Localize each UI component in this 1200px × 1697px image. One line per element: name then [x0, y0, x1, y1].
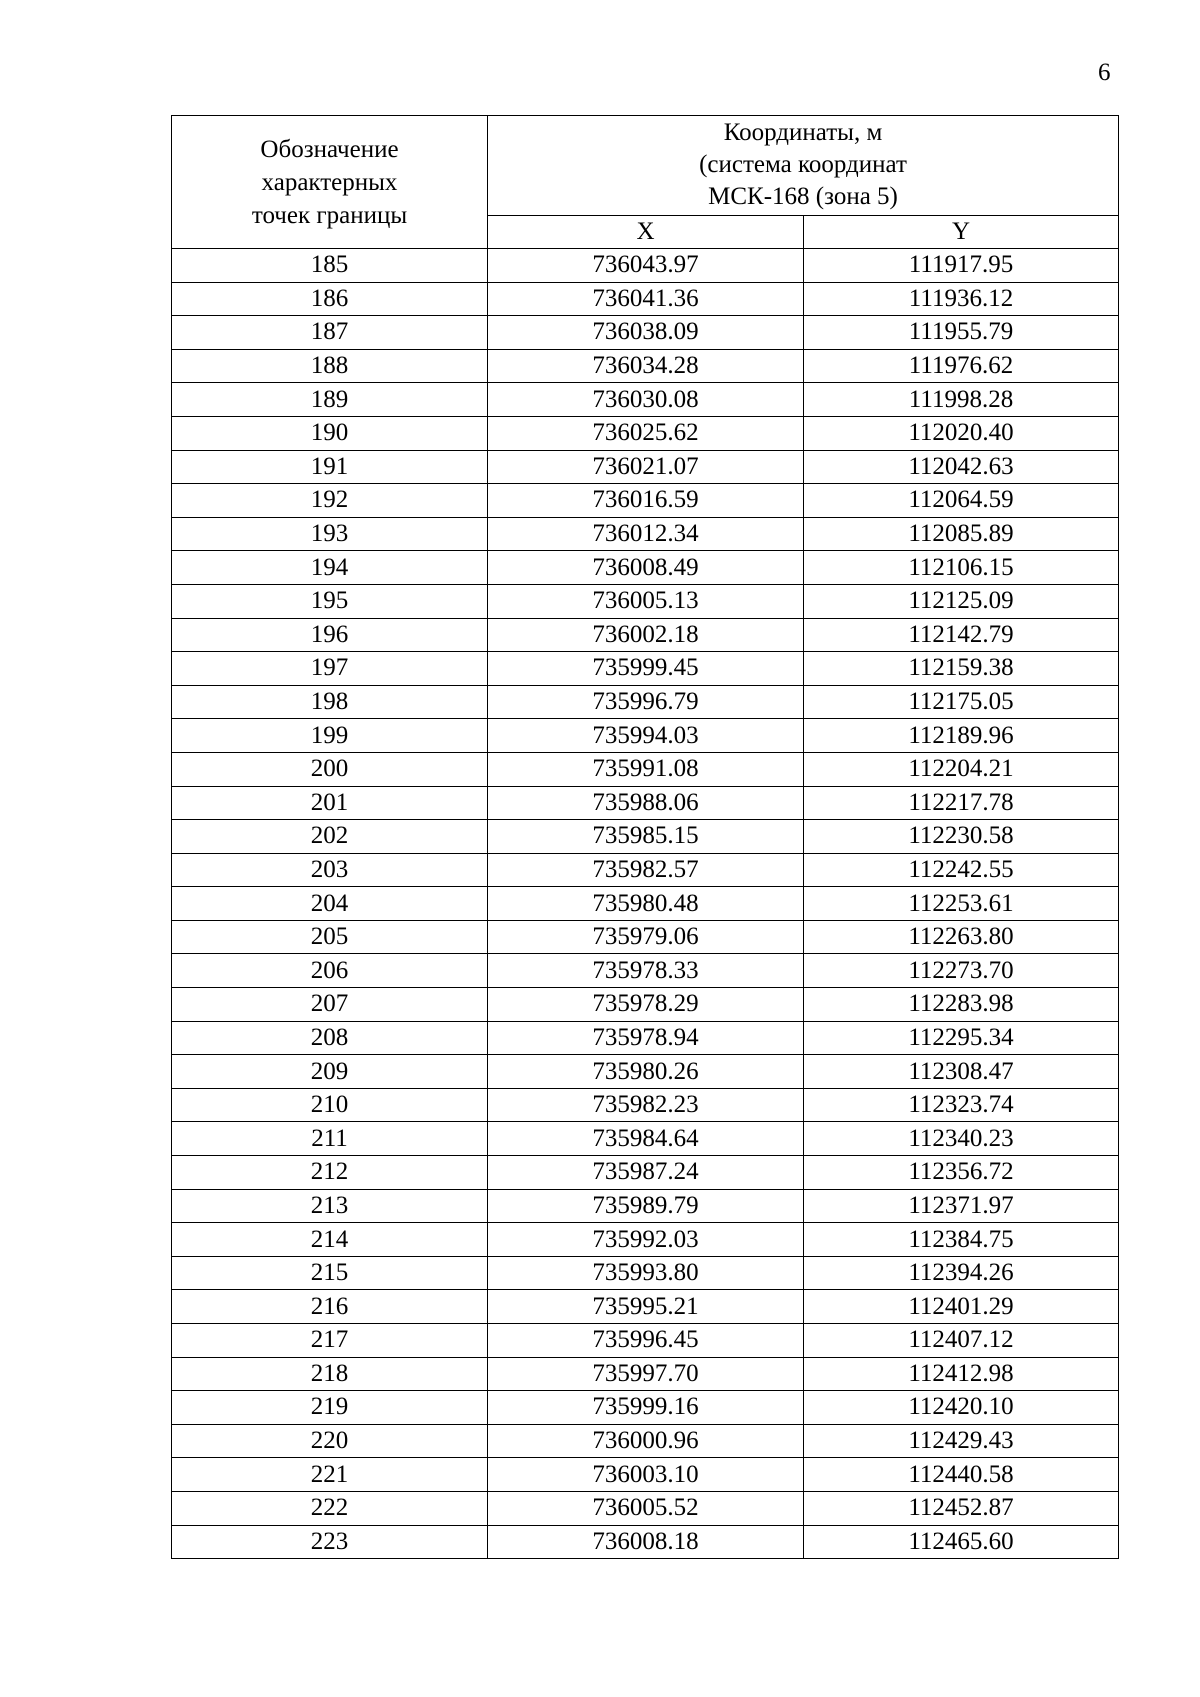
table-row	[172, 685, 1119, 719]
x-coordinate-cell: 736025.62	[488, 416, 804, 450]
point-cell: 202	[172, 820, 488, 854]
y-coordinate-cell: 112242.55	[804, 853, 1119, 887]
table-row	[172, 853, 1119, 887]
x-coordinate-cell: 735995.21	[488, 1290, 804, 1324]
coords-header-line-1: Координаты, м	[723, 119, 883, 147]
table-row	[172, 1424, 1119, 1458]
x-coordinate-cell: 736002.18	[488, 618, 804, 652]
point-cell: 213	[172, 1189, 488, 1223]
y-coordinate-cell: 112230.58	[804, 820, 1119, 854]
y-coordinate-cell: 112064.59	[804, 484, 1119, 518]
table-row	[172, 887, 1119, 921]
x-coordinate-cell: 735999.45	[488, 652, 804, 686]
x-coordinate-cell: 736005.13	[488, 584, 804, 618]
point-header-line-2: характерных	[261, 168, 398, 196]
point-header-line-3: точек границы	[251, 201, 408, 229]
point-cell: 223	[172, 1525, 488, 1559]
x-coordinate-cell: 736008.49	[488, 551, 804, 585]
point-cell: 187	[172, 316, 488, 350]
point-cell: 199	[172, 719, 488, 753]
point-cell: 189	[172, 383, 488, 417]
point-cell: 205	[172, 920, 488, 954]
coordinates-header	[488, 116, 1119, 216]
y-coordinate-cell: 112189.96	[804, 719, 1119, 753]
x-coordinate-cell: 735980.48	[488, 887, 804, 921]
point-cell: 197	[172, 652, 488, 686]
x-coordinate-cell: 735993.80	[488, 1256, 804, 1290]
y-coordinate-cell: 111976.62	[804, 349, 1119, 383]
y-coordinate-cell: 112429.43	[804, 1424, 1119, 1458]
y-coordinate-cell: 112263.80	[804, 920, 1119, 954]
y-coordinate-cell: 112106.15	[804, 551, 1119, 585]
y-coordinate-cell: 112420.10	[804, 1391, 1119, 1425]
y-coordinate-cell: 111955.79	[804, 316, 1119, 350]
y-coordinate-cell: 111917.95	[804, 249, 1119, 283]
point-cell: 200	[172, 752, 488, 786]
table-row	[172, 1357, 1119, 1391]
x-coordinate-cell: 736012.34	[488, 517, 804, 551]
y-coordinate-cell: 111998.28	[804, 383, 1119, 417]
table-row	[172, 1391, 1119, 1425]
point-cell: 207	[172, 988, 488, 1022]
point-cell: 216	[172, 1290, 488, 1324]
point-cell: 215	[172, 1256, 488, 1290]
y-coordinate-cell: 112308.47	[804, 1055, 1119, 1089]
table-row	[172, 920, 1119, 954]
y-coordinate-cell: 112020.40	[804, 416, 1119, 450]
table-row	[172, 584, 1119, 618]
point-cell: 198	[172, 685, 488, 719]
table-row	[172, 1021, 1119, 1055]
y-coordinate-cell: 112407.12	[804, 1324, 1119, 1358]
x-coordinate-cell: 736000.96	[488, 1424, 804, 1458]
x-coordinate-cell: 735978.33	[488, 954, 804, 988]
point-cell: 191	[172, 450, 488, 484]
x-coordinate-cell: 736034.28	[488, 349, 804, 383]
x-coordinate-cell: 735979.06	[488, 920, 804, 954]
y-coordinate-cell: 112452.87	[804, 1491, 1119, 1525]
point-cell: 208	[172, 1021, 488, 1055]
point-cell: 206	[172, 954, 488, 988]
x-coordinate-cell: 736038.09	[488, 316, 804, 350]
x-coordinate-cell: 735985.15	[488, 820, 804, 854]
x-coordinate-cell: 735996.45	[488, 1324, 804, 1358]
point-cell: 217	[172, 1324, 488, 1358]
point-cell: 211	[172, 1122, 488, 1156]
table-header	[172, 116, 1119, 249]
table-row	[172, 1290, 1119, 1324]
table-row	[172, 249, 1119, 283]
x-coordinate-cell: 736030.08	[488, 383, 804, 417]
x-coordinate-cell: 736005.52	[488, 1491, 804, 1525]
point-cell: 192	[172, 484, 488, 518]
point-cell: 220	[172, 1424, 488, 1458]
point-cell: 209	[172, 1055, 488, 1089]
table-row	[172, 282, 1119, 316]
y-coordinate-cell: 112323.74	[804, 1088, 1119, 1122]
point-designation-header	[172, 116, 488, 249]
y-coordinate-cell: 112175.05	[804, 685, 1119, 719]
y-coordinate-cell: 112042.63	[804, 450, 1119, 484]
y-coordinate-cell: 112142.79	[804, 618, 1119, 652]
table-row	[172, 1256, 1119, 1290]
point-cell: 190	[172, 416, 488, 450]
table-row	[172, 954, 1119, 988]
table-row	[172, 786, 1119, 820]
x-coordinate-cell: 736003.10	[488, 1458, 804, 1492]
y-coordinate-cell: 112401.29	[804, 1290, 1119, 1324]
y-coordinate-cell: 112125.09	[804, 584, 1119, 618]
table-row	[172, 1458, 1119, 1492]
y-coordinate-cell: 112253.61	[804, 887, 1119, 921]
table-row	[172, 752, 1119, 786]
x-coordinate-cell: 735994.03	[488, 719, 804, 753]
x-coordinate-cell: 735999.16	[488, 1391, 804, 1425]
point-cell: 196	[172, 618, 488, 652]
table-row	[172, 1189, 1119, 1223]
table-row	[172, 1156, 1119, 1190]
point-cell: 203	[172, 853, 488, 887]
x-coordinate-cell: 736016.59	[488, 484, 804, 518]
point-cell: 201	[172, 786, 488, 820]
point-cell: 194	[172, 551, 488, 585]
y-coordinate-cell: 112340.23	[804, 1122, 1119, 1156]
x-coordinate-cell: 735987.24	[488, 1156, 804, 1190]
page-number: 6	[1098, 59, 1111, 86]
x-coordinate-cell: 735982.57	[488, 853, 804, 887]
y-column-header: Y	[804, 215, 1119, 248]
x-coordinate-cell: 735984.64	[488, 1122, 804, 1156]
x-coordinate-cell: 735997.70	[488, 1357, 804, 1391]
x-coordinate-cell: 736041.36	[488, 282, 804, 316]
table-row	[172, 1491, 1119, 1525]
y-coordinate-cell: 112217.78	[804, 786, 1119, 820]
y-coordinate-cell: 112295.34	[804, 1021, 1119, 1055]
table-row	[172, 416, 1119, 450]
y-coordinate-cell: 112159.38	[804, 652, 1119, 686]
point-cell: 214	[172, 1223, 488, 1257]
y-coordinate-cell: 112412.98	[804, 1357, 1119, 1391]
x-column-header: X	[488, 215, 804, 248]
y-coordinate-cell: 112356.72	[804, 1156, 1119, 1190]
table-row	[172, 450, 1119, 484]
x-coordinate-cell: 735978.94	[488, 1021, 804, 1055]
y-coordinate-cell: 111936.12	[804, 282, 1119, 316]
point-cell: 204	[172, 887, 488, 921]
y-coordinate-cell: 112371.97	[804, 1189, 1119, 1223]
y-coordinate-cell: 112085.89	[804, 517, 1119, 551]
y-coordinate-cell: 112394.26	[804, 1256, 1119, 1290]
y-coordinate-cell: 112204.21	[804, 752, 1119, 786]
x-coordinate-cell: 736043.97	[488, 249, 804, 283]
table-row	[172, 349, 1119, 383]
point-cell: 186	[172, 282, 488, 316]
table-row	[172, 1525, 1119, 1559]
point-cell: 193	[172, 517, 488, 551]
table-row	[172, 1055, 1119, 1089]
table-row	[172, 1088, 1119, 1122]
table-row	[172, 1122, 1119, 1156]
x-coordinate-cell: 735980.26	[488, 1055, 804, 1089]
table-row	[172, 988, 1119, 1022]
table-row	[172, 1324, 1119, 1358]
point-cell: 219	[172, 1391, 488, 1425]
y-coordinate-cell: 112440.58	[804, 1458, 1119, 1492]
x-coordinate-cell: 735996.79	[488, 685, 804, 719]
table-row	[172, 820, 1119, 854]
coordinates-table	[171, 115, 1119, 1559]
y-coordinate-cell: 112465.60	[804, 1525, 1119, 1559]
y-coordinate-cell: 112273.70	[804, 954, 1119, 988]
x-coordinate-cell: 735992.03	[488, 1223, 804, 1257]
point-cell: 188	[172, 349, 488, 383]
coords-header-line-3: МСК-168 (зона 5)	[708, 183, 898, 211]
y-coordinate-cell: 112384.75	[804, 1223, 1119, 1257]
coords-header-line-2: (система координат	[699, 151, 907, 179]
table-row	[172, 618, 1119, 652]
table-row	[172, 484, 1119, 518]
x-coordinate-cell: 736021.07	[488, 450, 804, 484]
point-cell: 210	[172, 1088, 488, 1122]
table-row	[172, 517, 1119, 551]
table-row	[172, 383, 1119, 417]
table-row	[172, 316, 1119, 350]
table-row	[172, 652, 1119, 686]
point-cell: 222	[172, 1491, 488, 1525]
x-coordinate-cell: 735988.06	[488, 786, 804, 820]
point-cell: 212	[172, 1156, 488, 1190]
x-coordinate-cell: 735989.79	[488, 1189, 804, 1223]
point-header-line-1: Обозначение	[260, 135, 399, 163]
point-cell: 221	[172, 1458, 488, 1492]
x-coordinate-cell: 735991.08	[488, 752, 804, 786]
table-row	[172, 551, 1119, 585]
table-row	[172, 719, 1119, 753]
x-coordinate-cell: 736008.18	[488, 1525, 804, 1559]
table-row	[172, 1223, 1119, 1257]
point-cell: 195	[172, 584, 488, 618]
y-coordinate-cell: 112283.98	[804, 988, 1119, 1022]
table-body	[172, 249, 1119, 1559]
x-coordinate-cell: 735978.29	[488, 988, 804, 1022]
point-cell: 218	[172, 1357, 488, 1391]
x-coordinate-cell: 735982.23	[488, 1088, 804, 1122]
point-cell: 185	[172, 249, 488, 283]
